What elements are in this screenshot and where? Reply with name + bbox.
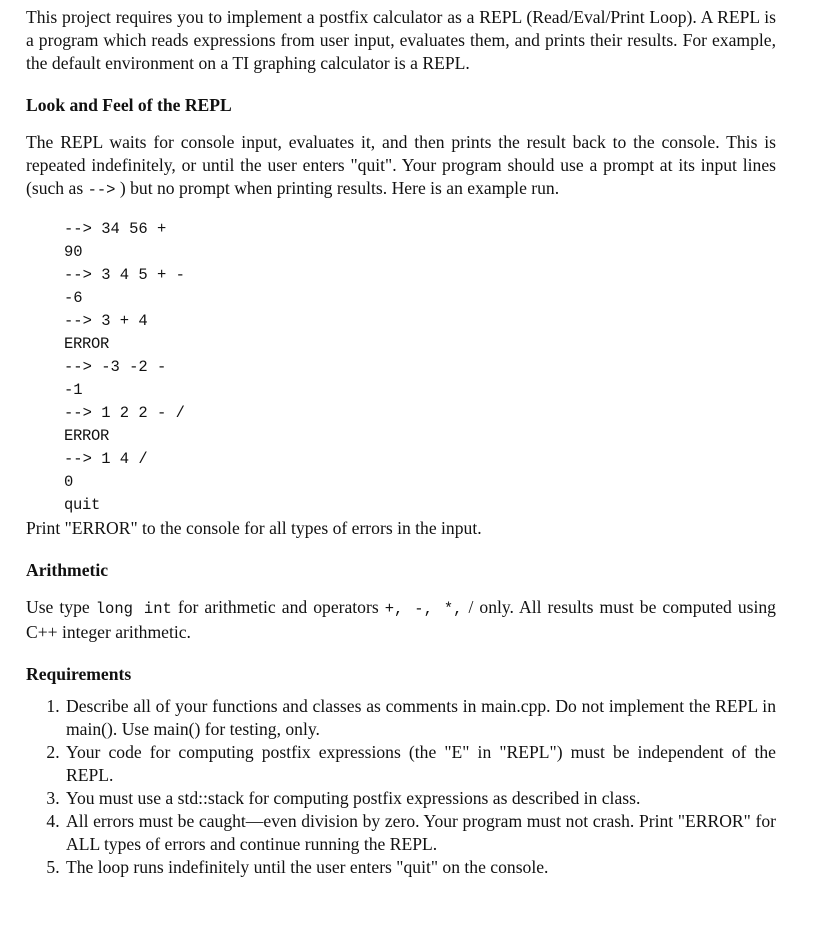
arithmetic-paragraph xyxy=(26,596,776,644)
example-line: --> 1 2 2 - / xyxy=(64,404,185,422)
look-feel-paragraph xyxy=(26,131,776,202)
look-feel-text-before: The REPL waits for console input, evaluates it, and then prints the result back to the console. This is repeated indefinitely, or until the user enters "quit". Your program should use a prompt at its input lines (such as xyxy=(26,132,776,198)
requirements-heading: Requirements xyxy=(26,664,132,684)
arithmetic-text-1: Use type xyxy=(26,597,96,617)
example-line: --> -3 -2 - xyxy=(64,358,167,376)
example-line: --> 34 56 + xyxy=(64,220,167,238)
requirement-item: 1. Describe all of your functions and classes as comments in main.cpp. Do not implement the REPL in main(). Use main() for testing, only. xyxy=(64,695,776,741)
example-line: ERROR xyxy=(64,427,110,445)
example-line: --> 3 4 5 + - xyxy=(64,266,185,284)
example-line: -1 xyxy=(64,381,83,399)
requirement-item: 5. The loop runs indefinitely until the user enters "quit" on the console. xyxy=(64,856,776,879)
arithmetic-text-2: for arithmetic and operators xyxy=(171,597,385,617)
example-line: -6 xyxy=(64,289,83,307)
look-feel-text-after: ) but no prompt when printing results. Here is an example run. xyxy=(115,178,560,198)
requirement-item: 3. You must use a std::stack for computing postfix expressions as described in class. xyxy=(64,787,776,810)
requirement-item: 2. Your code for computing postfix expressions (the "E" in "REPL") must be independent of the REPL. xyxy=(64,741,776,787)
example-line: quit xyxy=(64,496,101,514)
look-feel-heading: Look and Feel of the REPL xyxy=(26,95,232,115)
example-line: --> 1 4 / xyxy=(64,450,148,468)
requirement-item: 4. All errors must be caught—even division by zero. Your program must not crash. Print "ERROR" for ALL types of errors and continue running the REPL. xyxy=(64,810,776,856)
arithmetic-text-3: / only. All results must be computed using C++ integer arithmetic. xyxy=(26,597,776,642)
example-line: 90 xyxy=(64,243,83,261)
document-page xyxy=(26,6,776,879)
operators-code: +, -, *, xyxy=(384,600,463,618)
example-run xyxy=(64,218,776,517)
print-error-paragraph: Print "ERROR" to the console for all types of errors in the input. xyxy=(26,518,482,538)
arithmetic-heading: Arithmetic xyxy=(26,560,109,580)
requirements-list xyxy=(26,695,776,879)
prompt-code: --> xyxy=(87,181,116,199)
example-line: --> 3 + 4 xyxy=(64,312,148,330)
long-int-code: long int xyxy=(95,600,172,618)
example-line: 0 xyxy=(64,473,74,491)
intro-paragraph: This project requires you to implement a postfix calculator as a REPL (Read/Eval/Print Loop). A REPL is a program which reads expressions from user input, evaluates them, and prints their results. For example, the default environment on a TI graphing calculator is a REPL. xyxy=(26,7,776,73)
example-line: ERROR xyxy=(64,335,110,353)
